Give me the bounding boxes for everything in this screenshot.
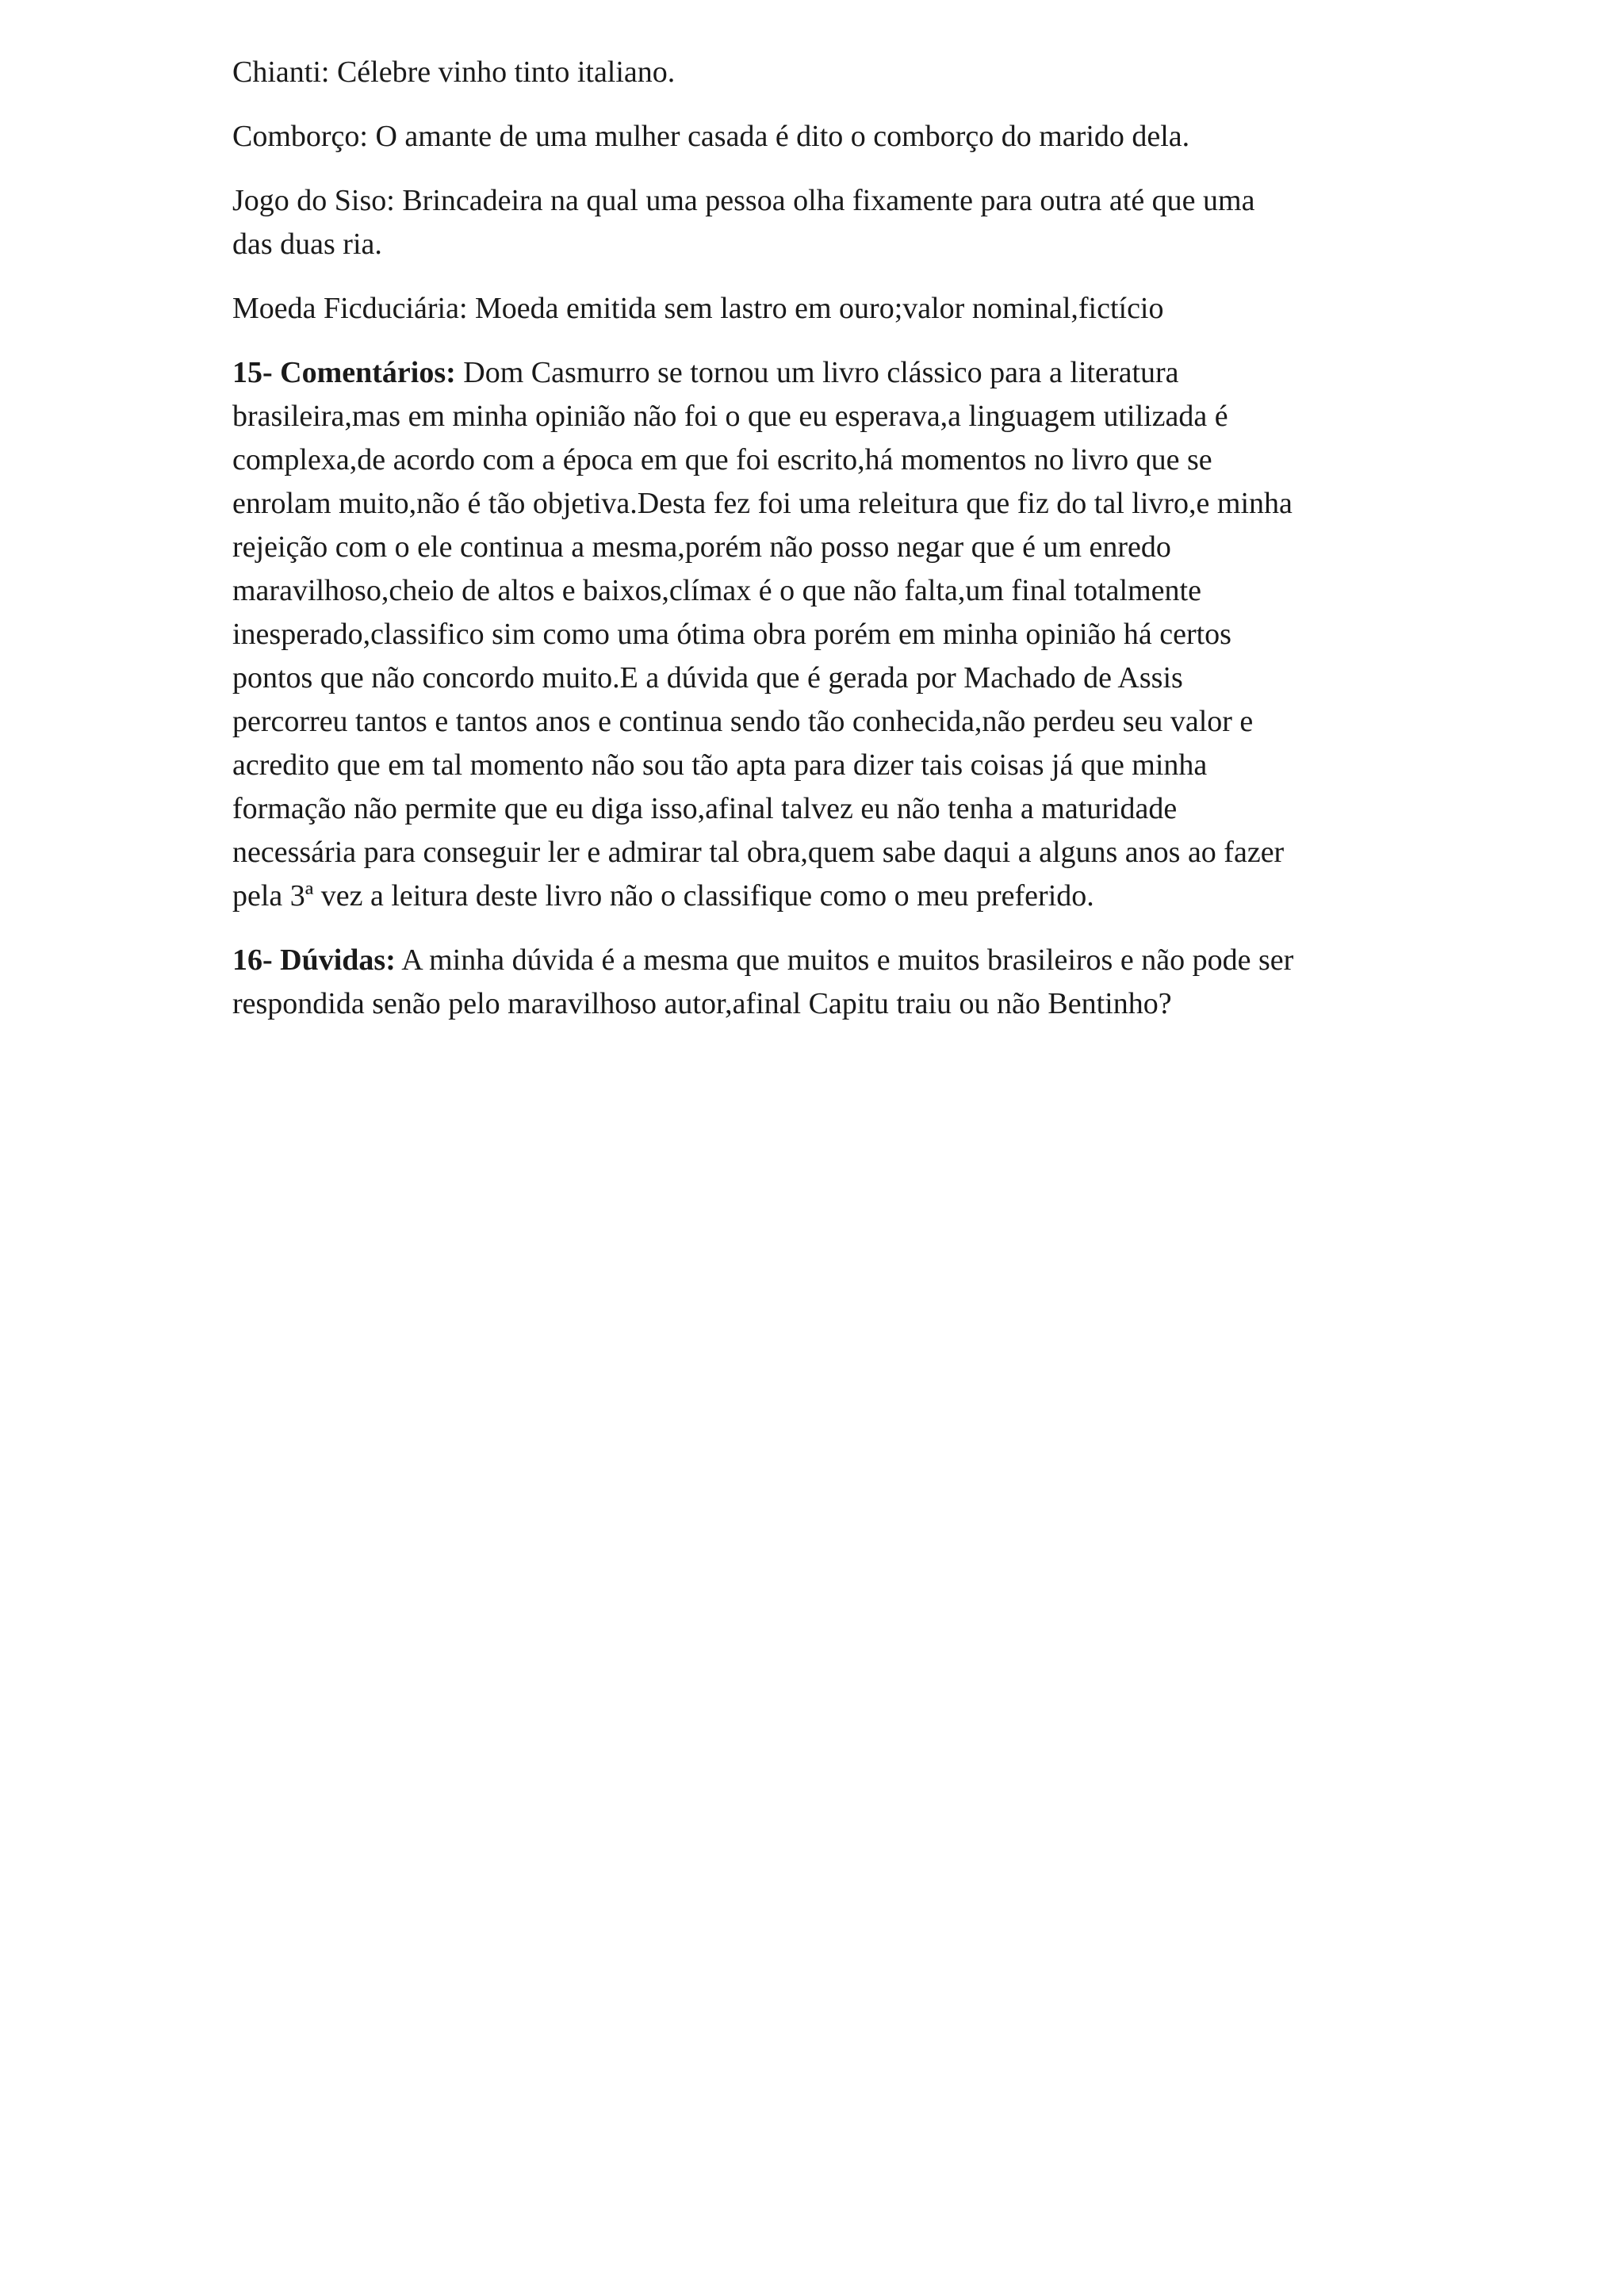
doubts-line-text: A minha dúvida é a mesma que muitos e muitos brasileiros e não pode ser: [401, 943, 1294, 977]
comments-line: brasileira,mas em minha opinião não foi o que eu esperava,a linguagem utilizada é: [232, 400, 1228, 433]
glossary-chianti-text: Chianti: Célebre vinho tinto italiano.: [232, 55, 676, 89]
document-body: [232, 51, 1406, 1047]
comments-line: pontos que não concordo muito.E a dúvida que é gerada por Machado de Assis: [232, 661, 1183, 695]
comments-line: enrolam muito,não é tão objetiva.Desta fez foi uma releitura que fiz do tal livro,e minha: [232, 487, 1293, 520]
comments-line: formação não permite que eu diga isso,afinal talvez eu não tenha a maturidade: [232, 792, 1178, 825]
comments-line-text: Dom Casmurro se tornou um livro clássico para a literatura: [463, 356, 1179, 389]
comments-label: 15- Comentários:: [232, 356, 456, 389]
comments-line: pela 3ª vez a leitura deste livro não o classifique como o meu preferido.: [232, 879, 1094, 913]
glossary-comborco-text: Comborço: O amante de uma mulher casada é dito o comborço do marido dela.: [232, 120, 1190, 153]
comments-line: percorreu tantos e tantos anos e continua sendo tão conhecida,não perdeu seu valor e: [232, 705, 1254, 738]
doubts-line: respondida senão pelo maravilhoso autor,afinal Capitu traiu ou não Bentinho?: [232, 987, 1172, 1020]
comments-line: [232, 351, 1406, 395]
glossary-jogo-line-1: Jogo do Siso: Brincadeira na qual uma pessoa olha fixamente para outra até que uma: [232, 184, 1255, 217]
section-comments: [232, 351, 1406, 918]
comments-line: acredito que em tal momento não sou tão apta para dizer tais coisas já que minha: [232, 748, 1208, 782]
comments-line: rejeição com o ele continua a mesma,porém não posso negar que é um enredo: [232, 530, 1171, 564]
doubts-line: [232, 939, 1406, 982]
section-doubts: [232, 939, 1406, 1026]
glossary-chianti: [232, 51, 1406, 94]
glossary-moeda-text: Moeda Ficduciária: Moeda emitida sem lastro em ouro;valor nominal,fictício: [232, 292, 1164, 325]
comments-line: maravilhoso,cheio de altos e baixos,clímax é o que não falta,um final totalmente: [232, 574, 1201, 607]
glossary-jogo-do-siso: [232, 179, 1406, 266]
comments-line: inesperado,classifico sim como uma ótima obra porém em minha opinião há certos: [232, 618, 1231, 651]
glossary-comborco: [232, 115, 1406, 159]
comments-line: necessária para conseguir ler e admirar tal obra,quem sabe daqui a alguns anos ao fazer: [232, 836, 1285, 869]
comments-line: complexa,de acordo com a época em que foi escrito,há momentos no livro que se: [232, 443, 1212, 476]
glossary-moeda: [232, 287, 1406, 331]
glossary-jogo-line-2: das duas ria.: [232, 228, 382, 261]
doubts-label: 16- Dúvidas:: [232, 943, 396, 977]
